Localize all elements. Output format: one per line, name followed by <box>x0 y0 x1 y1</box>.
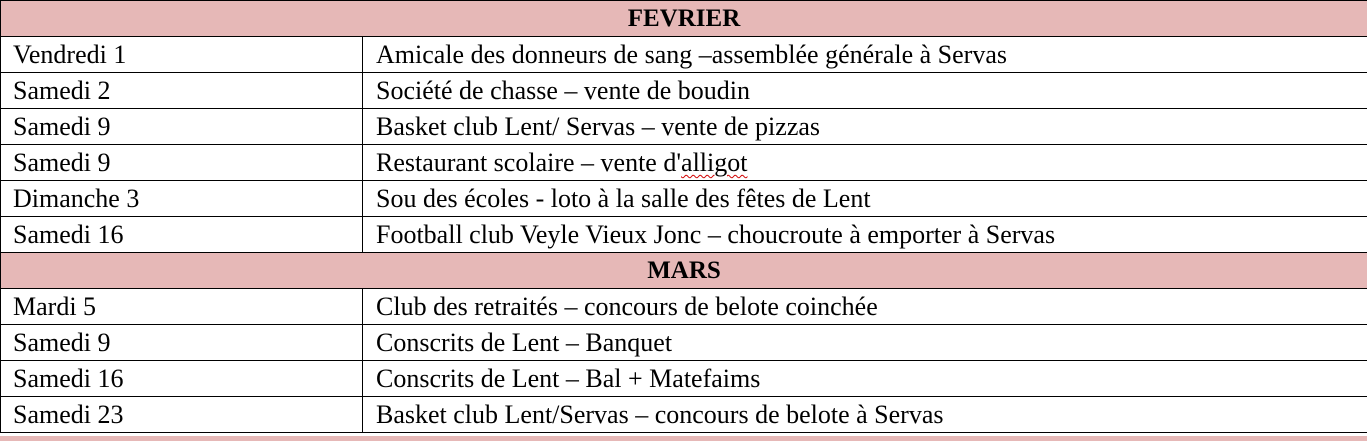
event-date: Dimanche 3 <box>1 181 363 217</box>
event-date: Samedi 2 <box>1 73 363 109</box>
table-row <box>1 217 1367 253</box>
event-description-text: Restaurant scolaire – vente d' <box>376 148 682 177</box>
event-description: Basket club Lent/Servas – concours de belote à Servas <box>363 397 1367 433</box>
next-month-header-band <box>0 436 1367 441</box>
event-description: Football club Veyle Vieux Jonc – choucroute à emporter à Servas <box>363 217 1367 253</box>
event-date: Samedi 9 <box>1 325 363 361</box>
table-row <box>1 73 1367 109</box>
table-row <box>1 37 1367 73</box>
month-header: FEVRIER <box>1 1 1367 37</box>
event-date: Samedi 16 <box>1 361 363 397</box>
table-row <box>1 361 1367 397</box>
table-row <box>1 289 1367 325</box>
event-description: Société de chasse – vente de boudin <box>363 73 1367 109</box>
month-header: MARS <box>1 253 1367 289</box>
table-row <box>1 397 1367 433</box>
event-description: Conscrits de Lent – Bal + Matefaims <box>363 361 1367 397</box>
event-date: Samedi 9 <box>1 109 363 145</box>
month-header-row <box>1 1 1367 37</box>
event-description <box>363 145 1367 181</box>
event-date: Samedi 16 <box>1 217 363 253</box>
table-row <box>1 109 1367 145</box>
event-date: Samedi 9 <box>1 145 363 181</box>
event-description: Basket club Lent/ Servas – vente de pizzas <box>363 109 1367 145</box>
event-date: Mardi 5 <box>1 289 363 325</box>
spellcheck-flagged-word: alligot <box>681 148 748 177</box>
event-date: Samedi 23 <box>1 397 363 433</box>
event-description: Conscrits de Lent – Banquet <box>363 325 1367 361</box>
event-date: Vendredi 1 <box>1 37 363 73</box>
event-description: Amicale des donneurs de sang –assemblée générale à Servas <box>363 37 1367 73</box>
table-row <box>1 325 1367 361</box>
month-header-row <box>1 253 1367 289</box>
table-row <box>1 145 1367 181</box>
event-description: Club des retraités – concours de belote coinchée <box>363 289 1367 325</box>
event-description: Sou des écoles - loto à la salle des fêtes de Lent <box>363 181 1367 217</box>
table-row <box>1 181 1367 217</box>
